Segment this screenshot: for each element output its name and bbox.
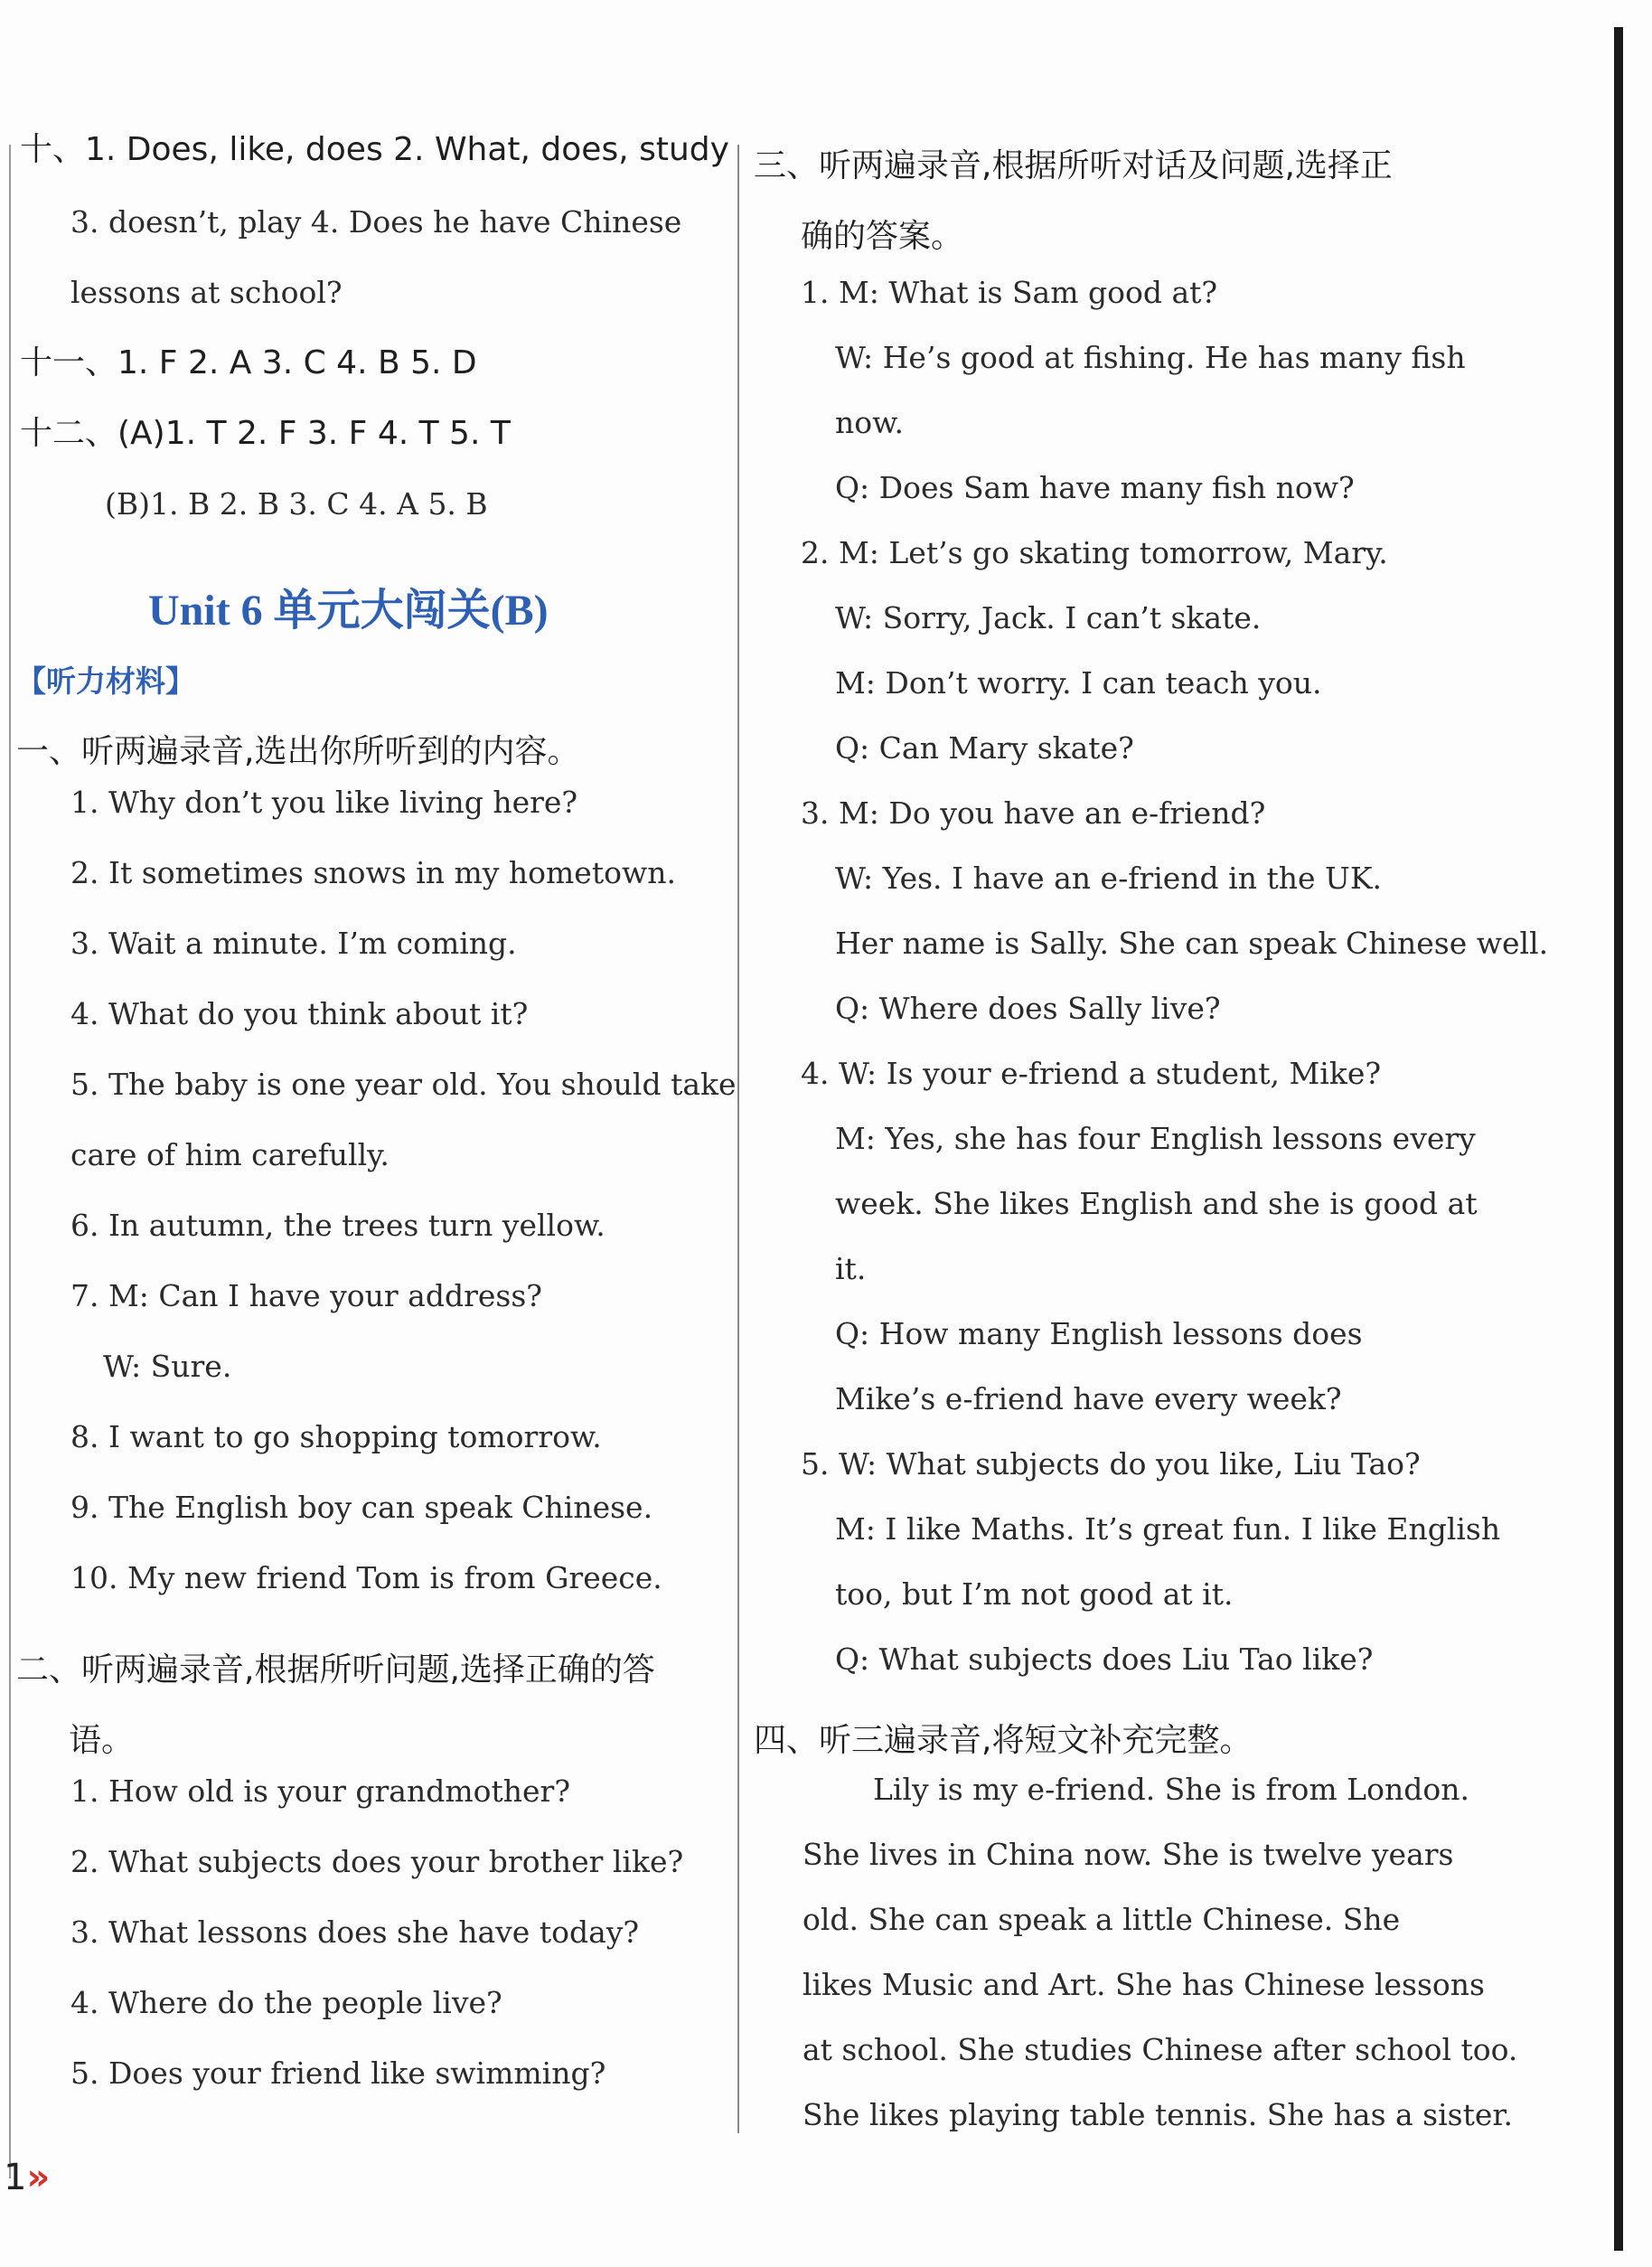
column-divider	[737, 145, 739, 2133]
answer-line: 3. doesn’t, play 4. Does he have Chinese	[70, 204, 682, 240]
list-item: 4. What do you think about it?	[70, 996, 529, 1031]
passage-line: likes Music and Art. She has Chinese lessons	[803, 1967, 1485, 2002]
section3-heading: 三、听两遍录音,根据所听对话及问题,选择正	[754, 147, 1393, 184]
list-item: 6. In autumn, the trees turn yellow.	[70, 1208, 605, 1243]
dialog-line: M: Don’t worry. I can teach you.	[835, 665, 1322, 701]
dialog-line: week. She likes English and she is good at	[835, 1186, 1478, 1221]
answer-line: lessons at school?	[70, 275, 343, 310]
dialog-line: W: He’s good at fishing. He has many fish	[835, 340, 1466, 375]
list-item: 1. Why don’t you like living here?	[70, 785, 578, 820]
passage-line: old. She can speak a little Chinese. She	[803, 1902, 1401, 1937]
dialog-line: Mike’s e-friend have every week?	[835, 1381, 1342, 1416]
list-item: 5. Does your friend like swimming?	[70, 2055, 606, 2091]
list-item: 1. How old is your grandmother?	[70, 1773, 571, 1809]
dialog-line: 1. M: What is Sam good at?	[801, 275, 1218, 310]
dialog-line: it.	[835, 1251, 867, 1286]
section2-heading: 二、听两遍录音,根据所听问题,选择正确的答	[16, 1651, 655, 1688]
passage-line: at school. She studies Chinese after school too.	[803, 2032, 1518, 2067]
dialog-line: M: Yes, she has four English lessons every	[835, 1121, 1476, 1156]
dialog-line: Q: How many English lessons does	[835, 1316, 1363, 1351]
chevron-right-icon: »	[26, 2157, 51, 2198]
list-item: 3. Wait a minute. I’m coming.	[70, 926, 517, 961]
list-item: 7. M: Can I have your address?	[70, 1278, 542, 1313]
answer-line: (B)1. B 2. B 3. C 4. A 5. B	[105, 486, 488, 522]
dialog-line: Her name is Sally. She can speak Chinese well.	[835, 926, 1549, 961]
answer-line: 十二、(A)1. T 2. F 3. F 4. T 5. T	[20, 415, 511, 452]
unit-title: Unit 6 单元大闯关(B)	[148, 587, 549, 635]
dialog-line: too, but I’m not good at it.	[835, 1576, 1234, 1612]
page-edge-bar	[1614, 27, 1623, 2251]
passage-line: She lives in China now. She is twelve years	[803, 1837, 1454, 1872]
list-item: 2. It sometimes snows in my hometown.	[70, 855, 676, 890]
section4-heading: 四、听三遍录音,将短文补充完整。	[754, 1722, 1253, 1759]
dialog-line: Q: Can Mary skate?	[835, 730, 1134, 766]
dialog-line: M: I like Maths. It’s great fun. I like English	[835, 1511, 1501, 1547]
dialog-line: Q: Does Sam have many fish now?	[835, 470, 1355, 505]
dialog-line: 5. W: What subjects do you like, Liu Tao?	[801, 1446, 1421, 1482]
passage-line: Lily is my e-friend. She is from London.	[873, 1772, 1469, 1807]
answer-line: 十一、1. F 2. A 3. C 4. B 5. D	[20, 344, 477, 381]
dialog-line: W: Yes. I have an e-friend in the UK.	[835, 861, 1382, 896]
section-tag: 【听力材料】	[16, 663, 195, 699]
page-marker	[4, 2157, 50, 2198]
passage-line: She likes playing table tennis. She has a sister.	[803, 2097, 1514, 2132]
left-margin-rule	[9, 145, 11, 2178]
list-item: 9. The English boy can speak Chinese.	[70, 1490, 653, 1525]
list-item: W: Sure.	[103, 1349, 232, 1384]
list-item: 8. I want to go shopping tomorrow.	[70, 1419, 602, 1454]
list-item: 3. What lessons does she have today?	[70, 1914, 640, 1950]
list-item: 4. Where do the people live?	[70, 1985, 502, 2020]
page-number: 1	[4, 2157, 27, 2198]
dialog-line: W: Sorry, Jack. I can’t skate.	[835, 600, 1262, 635]
dialog-line: 2. M: Let’s go skating tomorrow, Mary.	[801, 535, 1388, 570]
dialog-line: 3. M: Do you have an e-friend?	[801, 795, 1266, 831]
answer-line: 十、1. Does, like, does 2. What, does, study	[20, 131, 729, 168]
list-item: 2. What subjects does your brother like?	[70, 1844, 684, 1879]
dialog-line: 4. W: Is your e-friend a student, Mike?	[801, 1056, 1382, 1091]
dialog-line: Q: Where does Sally live?	[835, 991, 1221, 1026]
list-item: care of him carefully.	[70, 1137, 390, 1172]
dialog-line: Q: What subjects does Liu Tao like?	[835, 1641, 1374, 1677]
section2-heading-cont: 语。	[69, 1722, 135, 1759]
list-item: 10. My new friend Tom is from Greece.	[70, 1560, 662, 1595]
section1-heading: 一、听两遍录音,选出你所听到的内容。	[16, 733, 580, 770]
dialog-line: now.	[835, 405, 904, 440]
section3-heading-cont: 确的答案。	[801, 218, 964, 255]
list-item: 5. The baby is one year old. You should take	[70, 1067, 737, 1102]
